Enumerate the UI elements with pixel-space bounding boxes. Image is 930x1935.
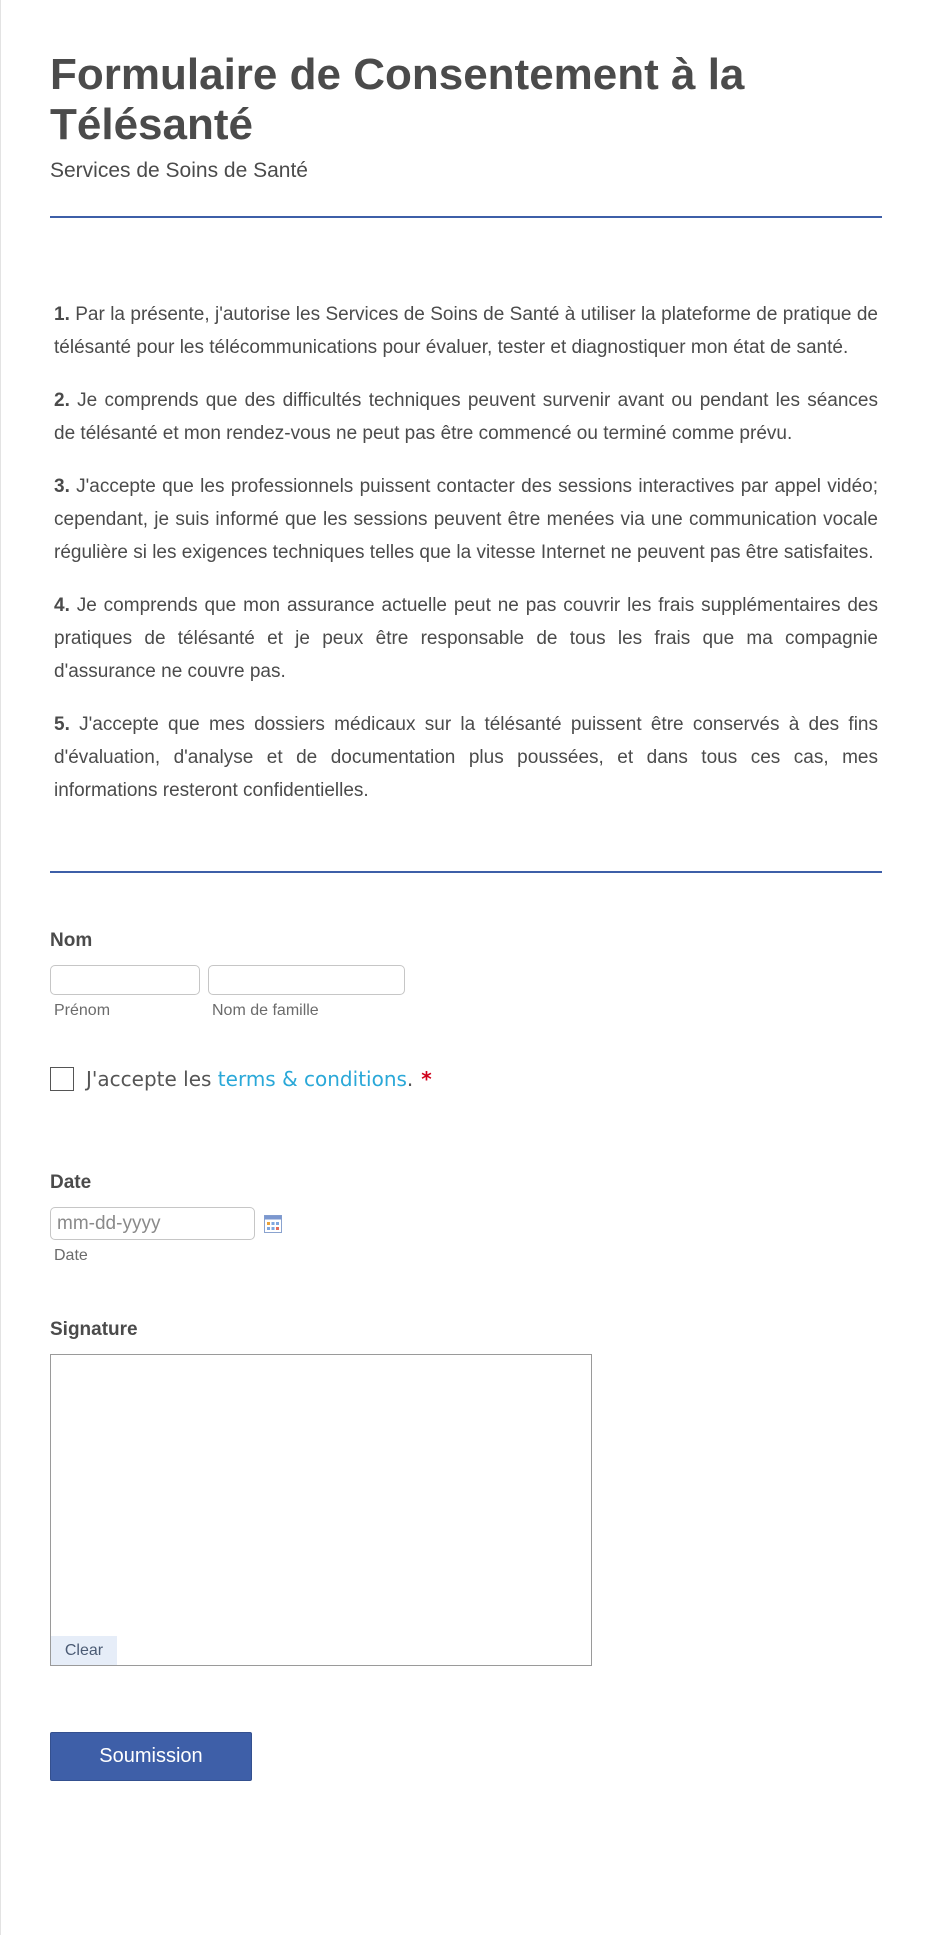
calendar-icon[interactable] — [264, 1215, 282, 1233]
terms-link[interactable]: terms & conditions — [217, 1067, 407, 1091]
date-field — [50, 1171, 882, 1266]
signature-field — [50, 1318, 882, 1666]
page-left-border — [0, 0, 1, 1935]
consent-form — [50, 0, 882, 1781]
terms-checkbox[interactable] — [50, 1067, 74, 1091]
consent-item-text: Par la présente, j'autorise les Services de Soins de Santé à utiliser la plateforme de pratique de télésanté pour les télécommunications pour évaluer, tester et diagnostiquer mon état de santé. — [54, 304, 878, 358]
consent-text — [50, 298, 882, 807]
consent-item-number: 1. — [54, 304, 70, 325]
consent-item-number: 4. — [54, 595, 70, 616]
name-inputs — [50, 965, 882, 1021]
last-name-input[interactable] — [208, 965, 405, 995]
date-input-row — [50, 1207, 882, 1240]
consent-item-number: 5. — [54, 714, 70, 735]
signature-pad[interactable] — [50, 1354, 592, 1666]
terms-suffix: . — [406, 1067, 414, 1091]
submit-button[interactable]: Soumission — [50, 1732, 252, 1781]
consent-item-text: J'accepte que les professionnels puissent contacter des sessions interactives par appel vidéo; cependant, je suis informé que les sessions peuvent être menées via une communication vocale régulière si les exigences techniques telles que la vitesse Internet ne peuvent pas être satisfaites. — [54, 476, 878, 563]
header-divider — [50, 216, 882, 218]
date-input[interactable] — [50, 1207, 255, 1240]
first-name-input[interactable] — [50, 965, 200, 995]
consent-item-text: J'accepte que mes dossiers médicaux sur la télésanté puissent être conservés à des fins d'évaluation, d'analyse et de documentation plus poussées, et dans tous ces cas, mes informations resteront confidentielles. — [54, 714, 878, 801]
page-subtitle: Services de Soins de Santé — [50, 159, 308, 182]
last-name-sublabel: Nom de famille — [212, 1002, 319, 1019]
first-name-group — [50, 965, 200, 1021]
first-name-sublabel: Prénom — [54, 1002, 111, 1019]
content-divider — [50, 871, 882, 873]
consent-item — [54, 470, 878, 569]
signature-label: Signature — [50, 1319, 138, 1340]
terms-prefix: J'accepte les — [86, 1067, 218, 1091]
consent-item-number: 3. — [54, 476, 70, 497]
consent-item — [54, 384, 878, 450]
consent-item — [54, 708, 878, 807]
name-label: Nom — [50, 930, 93, 951]
consent-item-text: Je comprends que des difficultés techniques peuvent survenir avant ou pendant les séances de télésanté et mon rendez-vous ne peut pas être commencé ou terminé comme prévu. — [54, 390, 878, 444]
terms-label — [86, 1067, 432, 1091]
name-field — [50, 929, 882, 1021]
date-label: Date — [50, 1172, 92, 1193]
consent-item-text: Je comprends que mon assurance actuelle peut ne pas couvrir les frais supplémentaires des pratiques de télésanté et je peux être responsable de tous les frais que ma compagnie d'assurance ne couvre pas. — [54, 595, 878, 682]
date-sublabel: Date — [54, 1247, 88, 1264]
page-title: Formulaire de Consentement à la Télésanté — [50, 50, 745, 149]
last-name-group — [208, 965, 405, 1021]
terms-field — [50, 1067, 882, 1091]
clear-signature-button[interactable]: Clear — [51, 1636, 117, 1665]
consent-item — [54, 298, 878, 364]
required-mark: * — [421, 1067, 432, 1091]
consent-item — [54, 589, 878, 688]
consent-item-number: 2. — [54, 390, 70, 411]
